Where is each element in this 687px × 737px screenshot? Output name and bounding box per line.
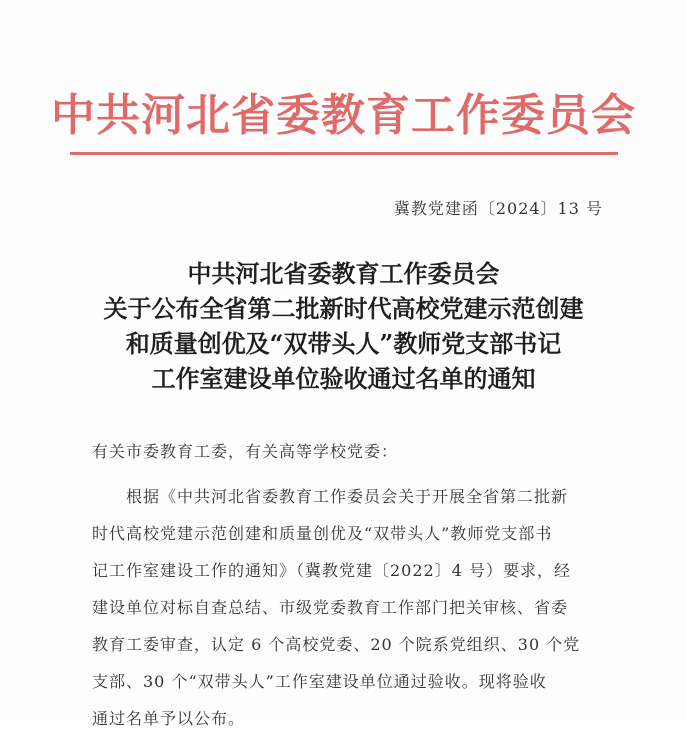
document-title	[0, 256, 687, 396]
red-header-rule	[70, 152, 618, 155]
title-line: 工作室建设单位验收通过名单的通知	[151, 364, 536, 393]
issuing-organization-header: 中共河北省委教育工作委员会	[51, 90, 636, 141]
body-line: 根据《中共河北省委教育工作委员会关于开展全省第二批新	[126, 487, 569, 506]
body-line: 支部、30 个“双带头人”工作室建设单位通过验收。现将验收	[92, 672, 547, 691]
title-line: 关于公布全省第二批新时代高校党建示范创建	[103, 294, 584, 323]
body-line: 教育工委审查，认定 6 个高校党委、20 个院系党组织、30 个党	[92, 635, 581, 654]
document-number: 冀教党建函〔2024〕13 号	[393, 199, 603, 218]
body-paragraph	[92, 478, 612, 737]
body-line: 记工作室建设工作的通知》（冀教党建〔2022〕4 号）要求，经	[92, 561, 571, 580]
body-line: 时代高校党建示范创建和质量创优及“双带头人”教师党支部书	[92, 524, 553, 543]
title-line: 中共河北省委教育工作委员会	[187, 259, 500, 288]
body-line: 建设单位对标自查总结、市级党委教育工作部门把关审核、省委	[92, 598, 569, 617]
body-line: 通过名单予以公布。	[92, 709, 246, 728]
salutation: 有关市委教育工委，有关高等学校党委：	[92, 442, 399, 461]
title-line: 和质量创优及“双带头人”教师党支部书记	[125, 329, 562, 358]
